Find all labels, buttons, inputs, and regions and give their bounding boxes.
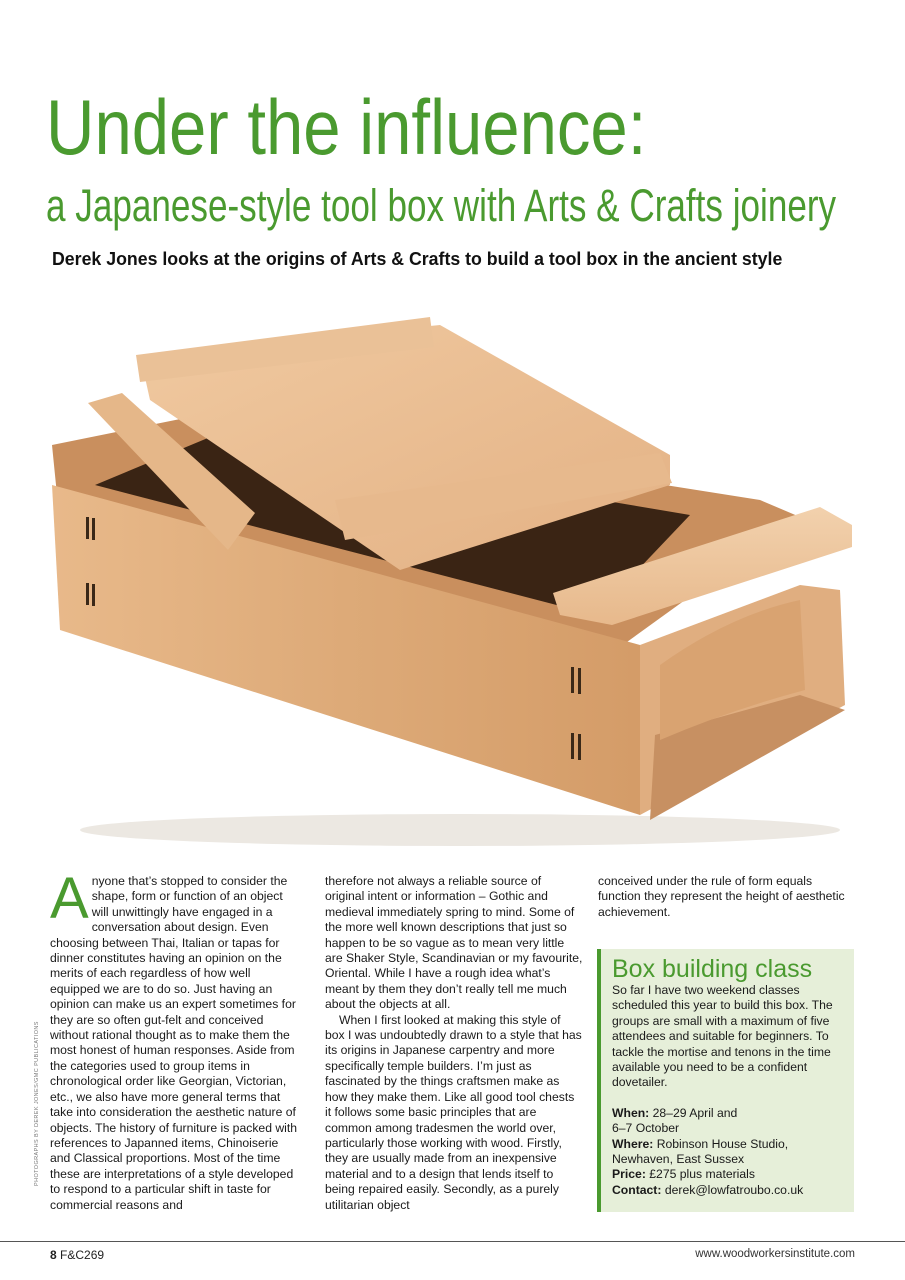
shadow <box>80 814 840 846</box>
website-url: www.woodworkersinstitute.com <box>695 1248 855 1260</box>
contact-label: Contact: <box>612 1182 662 1197</box>
sidebar-body: So far I have two weekend classes scheduled this year to build this box. The groups are small with a maximum of five attendees and suitable for beginners. To tackle the mortise and tenons in the time available you need to be a confident dovetailer. <box>612 983 833 1090</box>
when-value: 28–29 April and <box>652 1105 738 1120</box>
when-line-2: 6–7 October <box>612 1121 680 1136</box>
price-value: £275 plus materials <box>649 1167 755 1182</box>
column-2-paragraph-2: When I first looked at making this style of box I was undoubtedly drawn to a style that has its origins in Japanese carpentry and more specifically temple builders. I’m just as fascinated by the things craftsmen make as how they make them. Like all good tool chests it follows some basic principles that are common among tradesmen the world over, particularly those working with wood. Firstly, they are usually made from an inexpensive material and to a design that lends itself to being repaired easily. Secondly, as a purely utilitarian object <box>325 1012 582 1212</box>
column-2-paragraph-1: therefore not always a reliable source of original intent or information – Gothic and medieval immediately spring to mind. Some of the more well known descriptions that just so happen to be so vague as to mean very little are Shaker Style, Scandinavian or my favourite, Oriental. While I have a rough idea what’s meant by them they don’t really tell me much about the objects at all. <box>325 874 583 1012</box>
article-column-2 <box>325 874 583 1213</box>
folio <box>50 1248 104 1262</box>
when-line <box>612 1106 844 1121</box>
sidebar-box <box>597 949 854 1212</box>
when-label: When: <box>612 1105 650 1120</box>
footer-rule <box>0 1241 905 1242</box>
subheadline: a Japanese-style tool box with Arts & Crafts joinery <box>46 180 837 231</box>
article-column-1 <box>50 866 300 1213</box>
sidebar-heading: Box building class <box>612 955 813 983</box>
article-column-3 <box>598 874 856 920</box>
price-line <box>612 1167 844 1182</box>
where-line <box>612 1137 844 1152</box>
drop-cap: A <box>50 866 89 931</box>
standfirst: Derek Jones looks at the origins of Arts & Crafts to build a tool box in the ancient style <box>52 249 783 269</box>
where-label: Where: <box>612 1136 654 1151</box>
column-3-paragraph: conceived under the rule of form equals function they represent the height of aesthetic achievement. <box>598 874 845 919</box>
photo-credit: PHOTOGRAPHS BY DEREK JONES/GMC PUBLICATIONS <box>34 1021 40 1186</box>
issue-number: F&C269 <box>60 1248 105 1262</box>
where-line-2: Newhaven, East Sussex <box>612 1152 745 1167</box>
page-number: 8 <box>50 1248 57 1262</box>
contact-value: derek@lowfatroubo.co.uk <box>664 1182 804 1197</box>
where-value: Robinson House Studio, <box>656 1136 789 1151</box>
headline: Under the influence: <box>46 83 647 171</box>
column-1-text: nyone that’s stopped to consider the shape, form or function of an object will unwittingly have engaged in a conversation about design. Even choosing between Thai, Italian or tapas for dinner constitutes having an opinion on the merits of each regardless of how well equipped we are to do so. Just having an opinion can make us an expert sometimes for they are so often gut-felt and conceived without rational thought as to make them the most honest of human responses. Aside from the categories used to group items in chronological order like Georgian, Victorian, etc., we also have more general terms that take into consideration the aesthetic nature of objects. The history of furniture is packed with references to Japanned items, Chinoiserie and Classical proportions. Most of the time these are interpretations of a style developed to respond to a particular shift in taste for commercial reasons and <box>50 874 298 1212</box>
tool-box-photo <box>0 285 905 865</box>
price-label: Price: <box>612 1167 646 1182</box>
contact-line <box>612 1183 844 1198</box>
